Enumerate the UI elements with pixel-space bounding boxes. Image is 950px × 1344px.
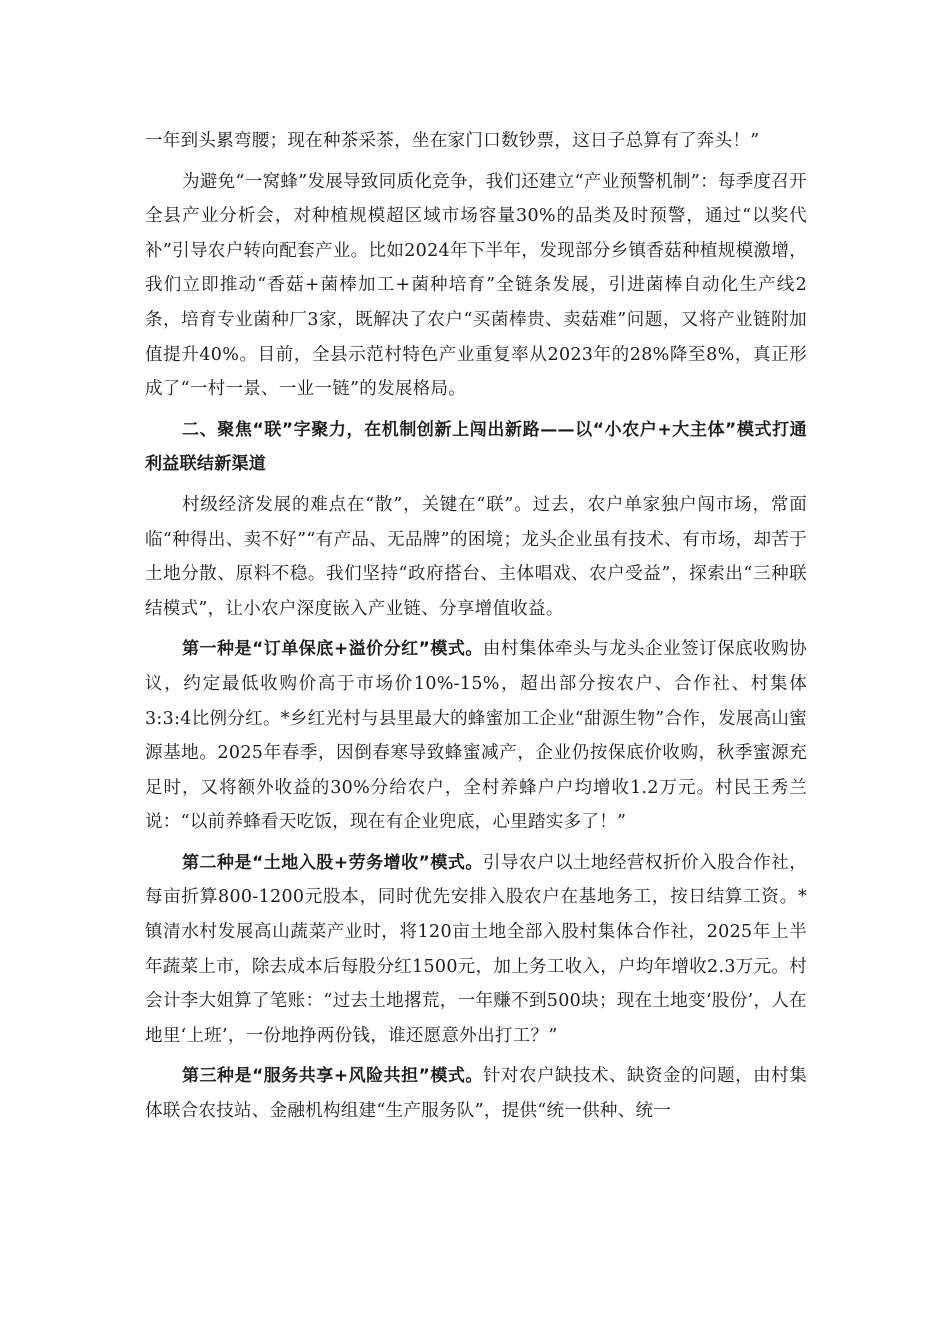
paragraph-section-intro: 村级经济发展的难点在“散”，关键在“联”。过去，农户单家独户闯市场，常面临“种得出、卖不好”“有产品、无品牌”的困境；龙头企业虽有技术、有市场，却苦于土地分散、原料不稳。我们坚持“政府搭台、主体唱戏、农户受益”，探索出“三种联结模式”，让小农户深度嵌入产业链、分享增值收益。 bbox=[145, 494, 807, 619]
model-two-body: 引导农户以土地经营权折价入股合作社，每亩折算800-1200元股本，同时优先安排入股农户在基地务工，按日结算工资。*镇清水村发展高山蔬菜产业时，将120亩土地全部入股村集体合作社，2025年上半年蔬菜上市，除去成本后每股分红1500元，加上务工收入，户均年增收2.3万元。村会计李大姐算了笔账：“过去土地撂荒，一年赚不到500块；现在土地变‘股份’，人在地里‘上班’，一份地挣两份钱，谁还愿意外出打工？” bbox=[145, 852, 807, 1046]
paragraph-continuation: 一年到头累弯腰；现在种茶采茶，坐在家门口数钞票，这日子总算有了奔头！” bbox=[145, 131, 760, 151]
model-one-lead: 第一种是“订单保底+溢价分红”模式。 bbox=[182, 639, 483, 660]
document-body bbox=[145, 124, 807, 1135]
model-three-lead: 第三种是“服务共享+风险共担”模式。 bbox=[182, 1066, 483, 1087]
paragraph-model-two bbox=[145, 846, 807, 1054]
model-one-body: 由村集体牵头与龙头企业签订保底收购协议，约定最低收购价高于市场价10%-15%，超出部分按农户、合作社、村集体3:3:4比例分红。*乡红光村与县里最大的蜂蜜加工企业“甜源生物”合作，发展高山蜜源基地。2025年春季，因倒春寒导致蜂蜜减产，企业仍按保底价收购，秋季蜜源充足时，又将额外收益的30%分给农户，全村养蜂户户均增收1.2万元。村民王秀兰说：“以前养蜂看天吃饭，现在有企业兜底，心里踏实多了！” bbox=[145, 639, 807, 833]
section-heading: 二、聚焦“联”字聚力，在机制创新上闯出新路——以“小农户+大主体”模式打通利益联结新渠道 bbox=[145, 419, 807, 475]
model-two-lead: 第二种是“土地入股+劳务增收”模式。 bbox=[182, 852, 483, 873]
paragraph-model-three bbox=[145, 1059, 807, 1128]
paragraph-early-warning: 为避免“一窝蜂”发展导致同质化竞争，我们还建立“产业预警机制”：每季度召开全县产业分析会，对种植规模超区域市场容量30%的品类及时预警，通过“以奖代补”引导农户转向配套产业。比如2024年下半年，发现部分乡镇香菇种植规模激增，我们立即推动“香菇+菌棒加工+菌种培育”全链条发展，引进菌棒自动化生产线2条，培育专业菌种厂3家，既解决了农户“买菌棒贵、卖菇难”问题，又将产业链附加值提升40%。目前，全县示范村特色产业重复率从2023年的28%降至8%，真正形成了“一村一景、一业一链”的发展格局。 bbox=[145, 171, 807, 400]
model-three-body: 针对农户缺技术、缺资金的问题，由村集体联合农技站、金融机构组建“生产服务队”，提供“统一供种、统一 bbox=[145, 1066, 807, 1122]
paragraph-model-one bbox=[145, 632, 807, 840]
